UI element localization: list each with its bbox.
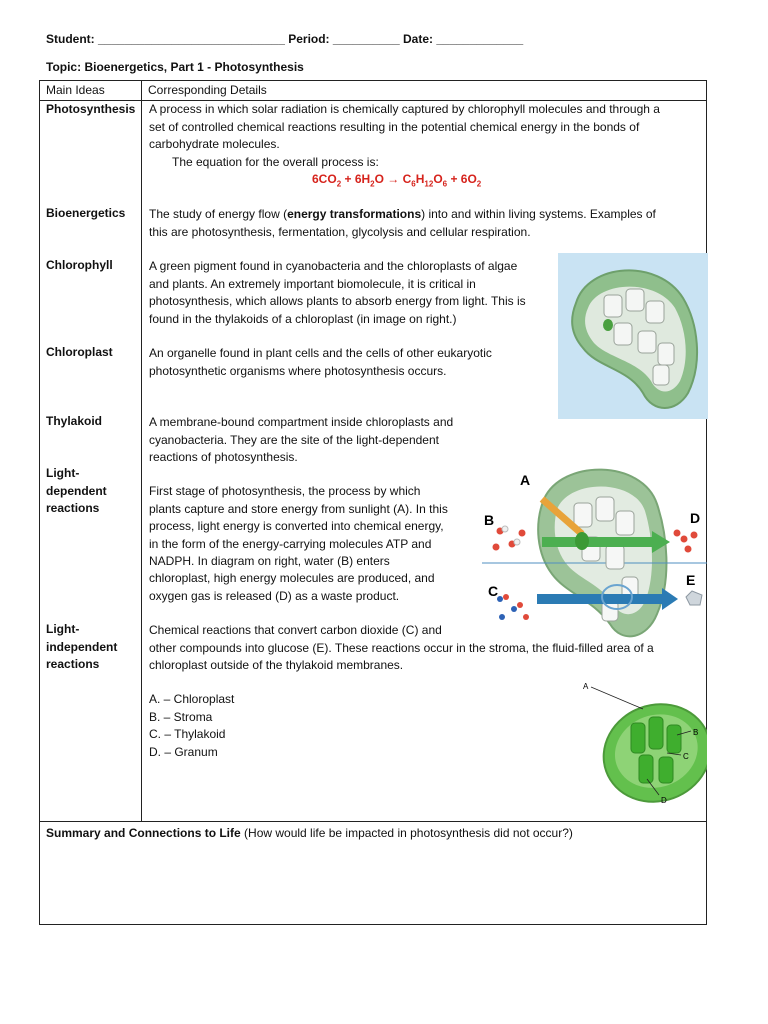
detail-line: photosynthetic organisms where photosynthesis occurs. xyxy=(149,363,447,378)
term-thylakoid: Thylakoid xyxy=(46,414,103,429)
detail-line: chloroplast outside of the thylakoid membranes. xyxy=(149,658,404,673)
period-label: Period: xyxy=(288,32,330,46)
eq-part: O → C xyxy=(374,172,412,187)
detail-text: The study of energy flow ( xyxy=(149,207,288,222)
detail-line: A green pigment found in cyanobacteria and the chloroplasts of algae xyxy=(149,259,518,274)
detail-line: A process in which solar radiation is chemically captured by chlorophyll molecules and through a xyxy=(149,102,660,117)
detail-line: carbohydrate molecules. xyxy=(149,137,280,152)
term-chlorophyll: Chlorophyll xyxy=(46,258,113,273)
equation-intro: The equation for the overall process is: xyxy=(172,154,379,169)
answer-item: D. – Granum xyxy=(149,744,218,759)
detail-line: chloroplast, high energy molecules are produced, and xyxy=(149,571,435,586)
period-blank[interactable]: __________ xyxy=(332,32,400,46)
detail-line xyxy=(149,206,656,223)
eq-part: 6CO xyxy=(312,172,337,187)
summary-prompt: (How would life be impacted in photosynthesis did not occur?) xyxy=(240,826,573,841)
detail-line: cyanobacteria. They are the site of the light-dependent xyxy=(149,432,439,447)
term-light-independent xyxy=(46,621,117,673)
term-line: reactions xyxy=(46,501,100,516)
detail-bioenergetics xyxy=(149,206,656,241)
term-photosynthesis: Photosynthesis xyxy=(46,102,136,117)
detail-chlorophyll xyxy=(149,258,526,328)
detail-line: other compounds into glucose (E). These reactions occur in the stroma, the fluid-filled area of a xyxy=(149,640,654,655)
term-light-dependent xyxy=(46,465,107,517)
detail-line: process, light energy is converted into chemical energy, xyxy=(149,519,444,534)
detail-text: ) into and within living systems. Examples of xyxy=(421,207,656,222)
photosynthesis-equation xyxy=(312,171,481,193)
detail-line: and plants. An extremely important biomolecule, it is critical in xyxy=(149,276,476,291)
detail-bold-text: energy transformations xyxy=(287,207,422,222)
term-line: independent xyxy=(46,639,118,654)
topic-title: Topic: Bioenergetics, Part 1 - Photosynthesis xyxy=(46,60,304,74)
chloroplast-cutaway-image xyxy=(558,253,708,419)
detail-line: Chemical reactions that convert carbon dioxide (C) and xyxy=(149,623,442,638)
cornell-notes-table xyxy=(39,80,707,925)
eq-sub: 2 xyxy=(476,179,482,189)
detail-line: An organelle found in plant cells and the cells of other eukaryotic xyxy=(149,346,492,361)
term-line: dependent xyxy=(46,483,107,498)
eq-sub: 6 xyxy=(411,179,416,189)
chloroplast-labeled-diagram xyxy=(577,683,707,811)
student-label: Student: xyxy=(46,32,95,46)
main-ideas-column xyxy=(40,101,142,822)
small-label-c: C xyxy=(683,752,689,762)
diagram-label-b: B xyxy=(484,512,495,529)
term-bioenergetics: Bioenergetics xyxy=(46,206,126,221)
small-label-a: A xyxy=(583,683,589,692)
detail-line: A membrane-bound compartment inside chloroplasts and xyxy=(149,415,454,430)
summary-title: Summary and Connections to Life xyxy=(46,826,241,841)
date-blank[interactable]: _____________ xyxy=(436,32,524,46)
light-reactions-diagram xyxy=(482,459,707,649)
eq-part: O xyxy=(433,172,443,187)
eq-sub: 2 xyxy=(336,179,342,189)
answer-list xyxy=(149,691,234,761)
small-label-b: B xyxy=(693,728,699,738)
details-column xyxy=(142,101,707,822)
detail-line: found in the thylakoids of a chloroplast (in image on right.) xyxy=(149,311,457,326)
term-line: Light- xyxy=(46,466,80,481)
term-chloroplast: Chloroplast xyxy=(46,345,113,360)
main-ideas-header: Main Ideas xyxy=(40,81,142,101)
student-header xyxy=(46,32,523,46)
detail-chloroplast xyxy=(149,345,492,380)
diagram-label-a: A xyxy=(520,472,531,489)
detail-light-dependent xyxy=(149,483,448,605)
detail-line: reactions of photosynthesis. xyxy=(149,450,298,465)
eq-sub: 2 xyxy=(370,179,375,189)
eq-part: + 6O xyxy=(447,172,477,187)
detail-photosynthesis xyxy=(149,101,660,171)
detail-line: plants capture and store energy from sunlight (A). In this xyxy=(149,501,448,516)
corresponding-details-header: Corresponding Details xyxy=(142,81,707,101)
detail-line: in the form of the energy-carrying molecules ATP and xyxy=(149,536,432,551)
detail-line: NADPH. In diagram on right, water (B) enters xyxy=(149,554,390,569)
detail-thylakoid xyxy=(149,414,453,466)
answer-item: A. – Chloroplast xyxy=(149,692,235,707)
detail-line: set of controlled chemical reactions resulting in the potential chemical energy in the bonds of xyxy=(149,119,640,134)
detail-line: First stage of photosynthesis, the process by which xyxy=(149,484,421,499)
diagram-label-e: E xyxy=(686,572,696,589)
term-line: Light- xyxy=(46,622,80,637)
term-line: reactions xyxy=(46,657,100,672)
summary-section[interactable] xyxy=(40,822,707,925)
detail-line: photosynthesis, which allows plants to absorb energy from light. This is xyxy=(149,294,526,309)
detail-line: oxygen gas is released (D) as a waste product. xyxy=(149,588,400,603)
diagram-label-c: C xyxy=(488,583,499,600)
eq-part: H xyxy=(415,172,425,187)
small-label-d: D xyxy=(661,796,667,806)
date-label: Date: xyxy=(403,32,434,46)
diagram-label-d: D xyxy=(690,510,701,527)
detail-line: this are photosynthesis, fermentation, glycolysis and cellular respiration. xyxy=(149,224,531,239)
eq-part: + 6H xyxy=(341,172,371,187)
answer-item: C. – Thylakoid xyxy=(149,727,226,742)
answer-item: B. – Stroma xyxy=(149,709,213,724)
eq-sub: 12 xyxy=(424,179,434,189)
eq-sub: 6 xyxy=(442,179,448,189)
student-blank[interactable]: ____________________________ xyxy=(98,32,285,46)
